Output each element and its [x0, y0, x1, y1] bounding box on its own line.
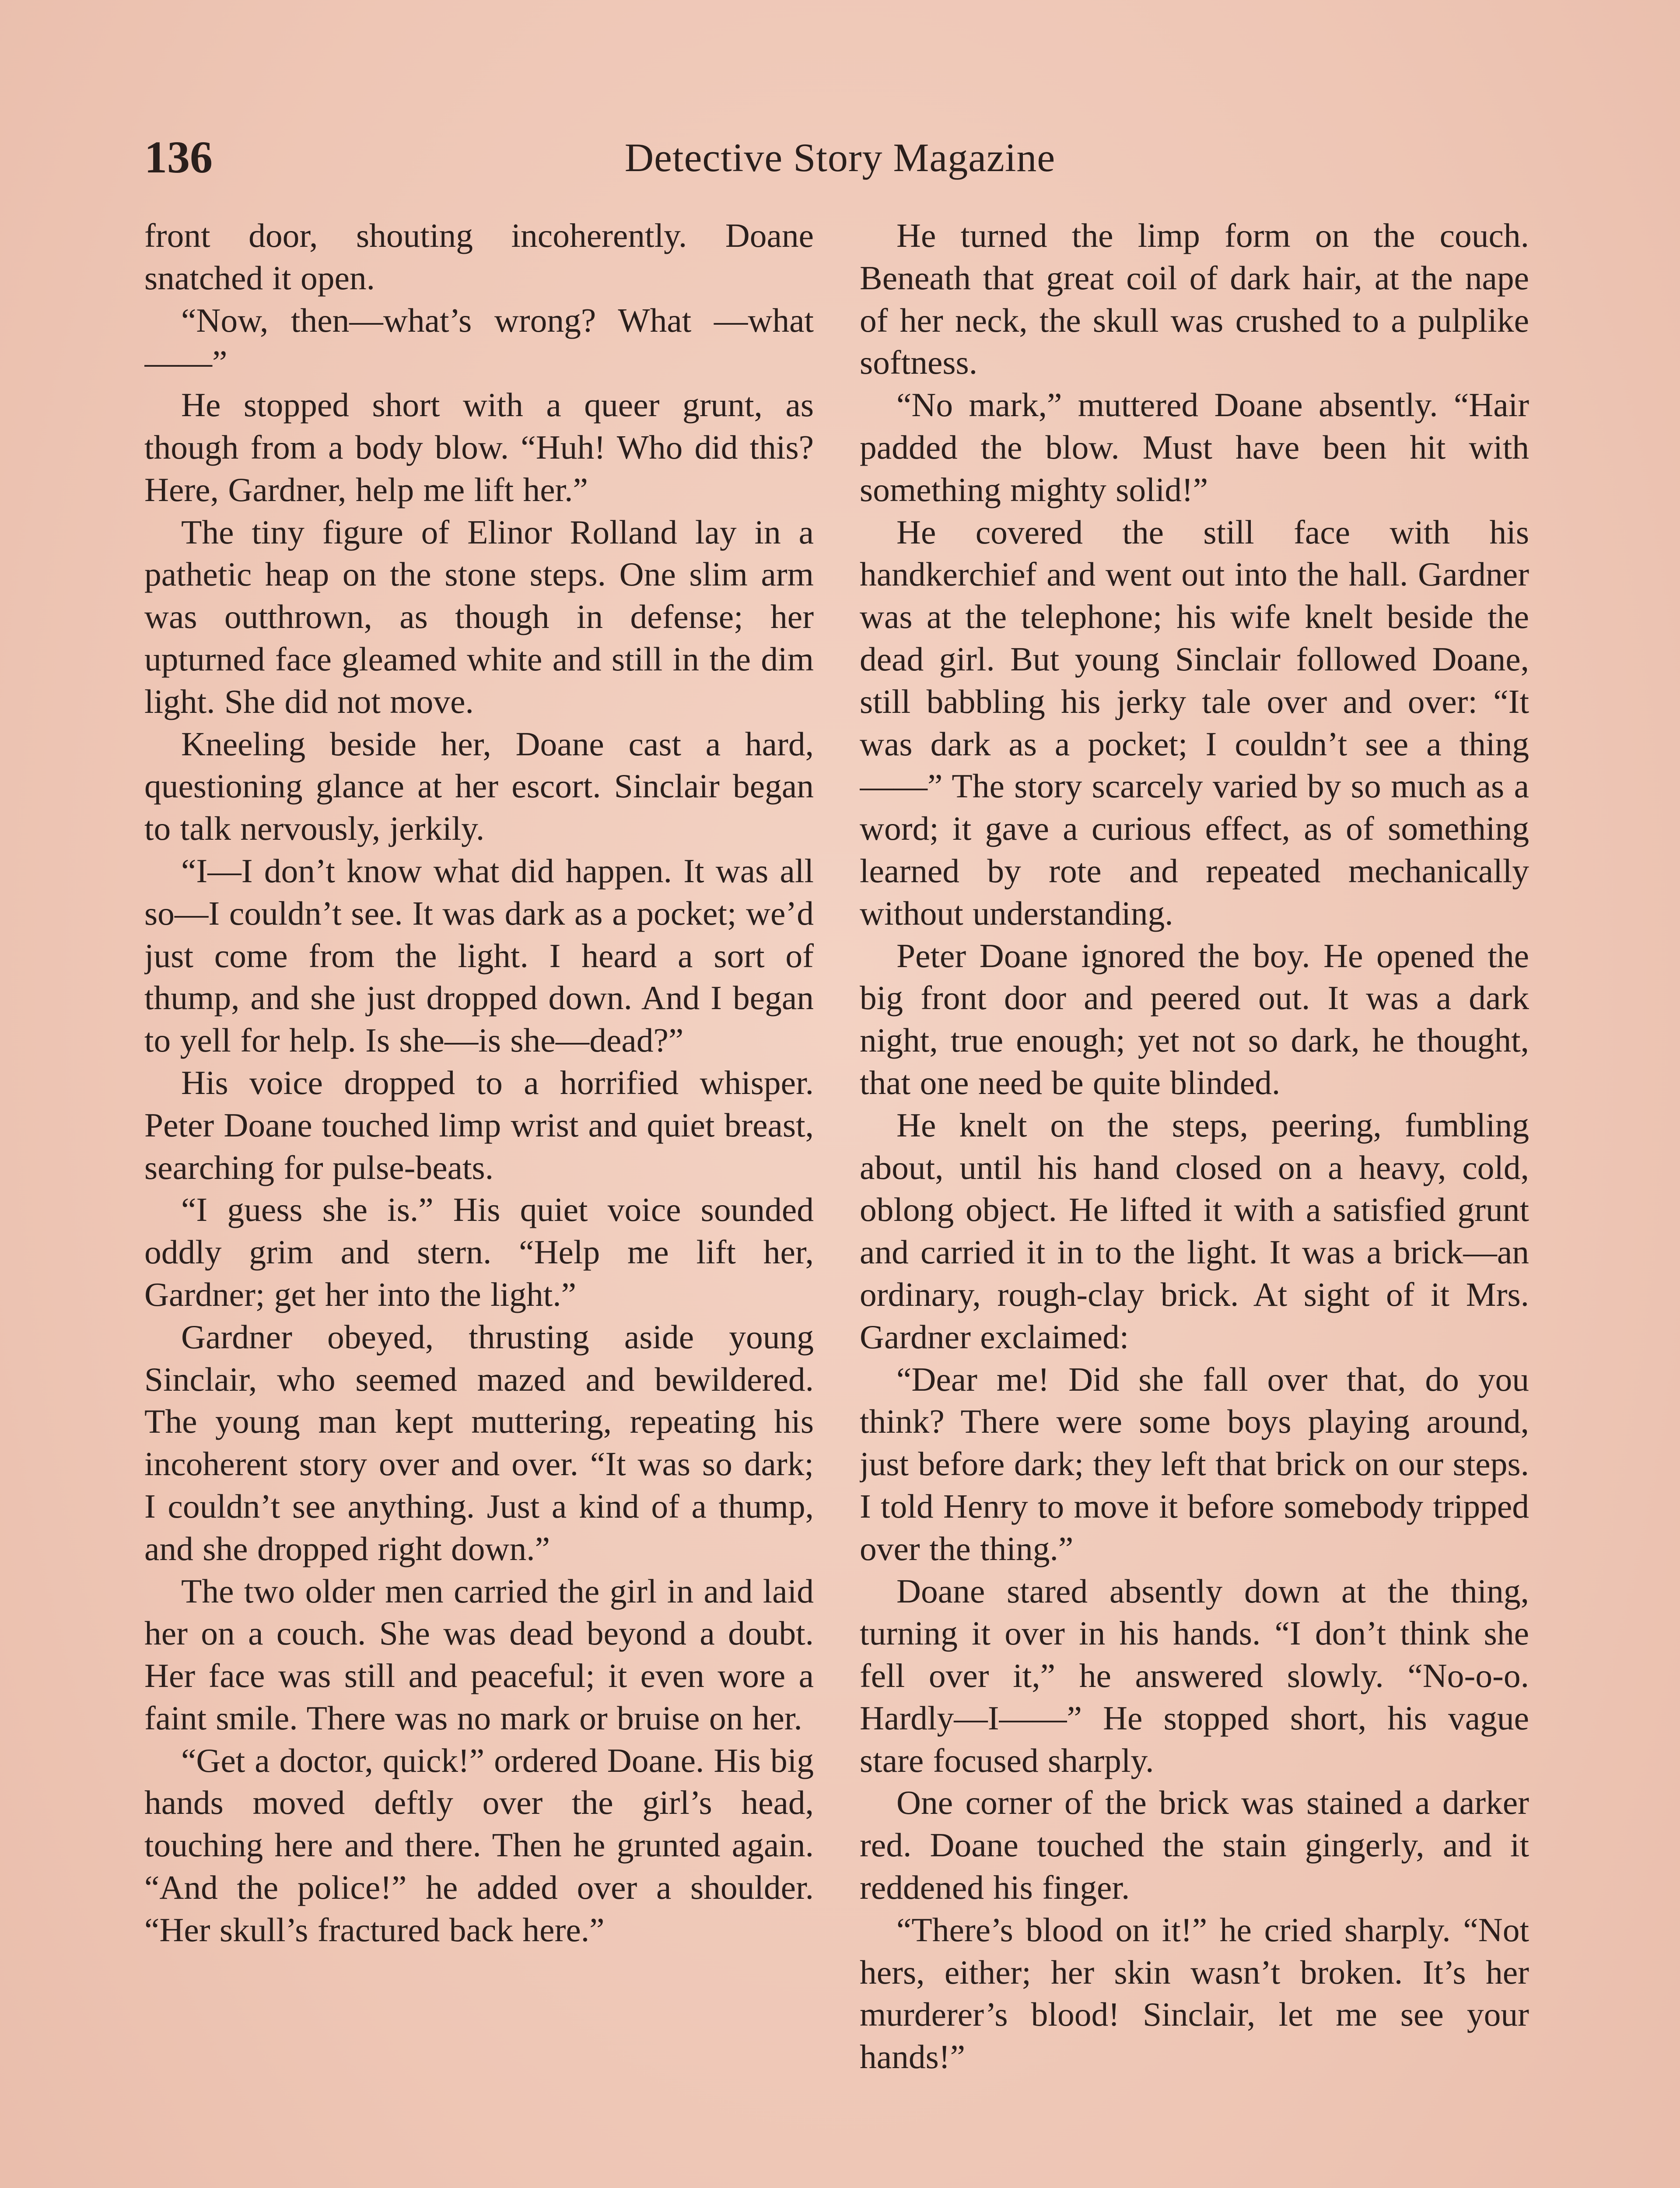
paragraph: “There’s blood on it!” he cried sharply. “Not hers, either; her skin wasn’t broken. It’s her murderer’s blood! Sinclair, let me see your hands!”: [860, 1911, 1529, 2076]
page-header: [144, 125, 1536, 190]
paragraph: The two older men carried the girl in and laid her on a couch. She was dead beyond a doubt. Her face was still and peaceful; it even wore a faint smile. There was no mark or bruise on her.: [144, 1572, 814, 1737]
paragraph: “Dear me! Did she fall over that, do you think? There were some boys playing around, just before dark; they left that brick on our steps. I told Henry to move it before somebody tripped over the thing.”: [860, 1360, 1529, 1567]
paragraph: front door, shouting incoherently. Doane snatched it open.: [144, 217, 814, 297]
paragraph: He knelt on the steps, peering, fumbling about, until his hand closed on a heavy, cold, oblong object. He lifted it with a satisfied grunt and carried it in to the light. It was a brick—an ordinary, rough-clay brick. At sight of it Mrs. Gardner exclaimed:: [860, 1106, 1529, 1356]
left-column: [144, 214, 814, 2188]
paragraph: “I—I don’t know what did happen. It was all so—I couldn’t see. It was dark as a pocket; we’d just come from the light. I heard a sort of thump, and she just dropped down. And I began to yell for help. Is she—is she—dead?”: [144, 852, 814, 1059]
running-title: Detective Story Magazine: [624, 135, 1056, 180]
paragraph: “No mark,” muttered Doane absently. “Hair padded the blow. Must have been hit with something mighty solid!”: [860, 386, 1529, 508]
paragraph: Doane stared absently down at the thing, turning it over in his hands. “I don’t think she fell over it,” he answered slowly. “No-o-o. Hardly—I——” He stopped short, his vague stare focused sharply.: [860, 1572, 1529, 1779]
paragraph: His voice dropped to a horrified whisper. Peter Doane touched limp wrist and quiet breast, searching for pulse-beats.: [144, 1063, 814, 1186]
paragraph: He turned the limp form on the couch. Beneath that great coil of dark hair, at the nape of her neck, the skull was crushed to a pulplike softness.: [860, 217, 1529, 382]
paragraph: He covered the still face with his handkerchief and went out into the hall. Gardner was at the telephone; his wife knelt beside the dead girl. But young Sinclair followed Doane, still babbling his jerky tale over and over: “It was dark as a pocket; I couldn’t see a thing——” The story scarcely varied by so much as a word; it gave a curious effect, as of something learned by rote and repeated mechanically without understanding.: [860, 513, 1529, 932]
paragraph: “Get a doctor, quick!” ordered Doane. His big hands moved deftly over the girl’s head, touching here and there. Then he grunted again. “And the police!” he added over a shoulder. “Her skull’s fractured back here.”: [144, 1741, 814, 1949]
paragraph: He stopped short with a queer grunt, as though from a body blow. “Huh! Who did this? Here, Gardner, help me lift her.”: [144, 386, 814, 508]
paragraph: The tiny figure of Elinor Rolland lay in a pathetic heap on the stone steps. One slim arm was outthrown, as though in defense; her upturned face gleamed white and still in the dim light. She did not move.: [144, 513, 814, 720]
paragraph: Kneeling beside her, Doane cast a hard, questioning glance at her escort. Sinclair began to talk nervously, jerkily.: [144, 725, 814, 848]
paragraph: One corner of the brick was stained a darker red. Doane touched the stain gingerly, and it reddened his finger.: [860, 1784, 1529, 1907]
right-column: [860, 214, 1529, 2188]
paragraph: Peter Doane ignored the boy. He opened the big front door and peered out. It was a dark night, true enough; yet not so dark, he thought, that one need be quite blinded.: [860, 936, 1529, 1101]
page-number: 136: [144, 132, 213, 182]
paragraph: “I guess she is.” His quiet voice sounded oddly grim and stern. “Help me lift her, Gardner; get her into the light.”: [144, 1191, 814, 1313]
paragraph: “Now, then—what’s wrong? What —what——”: [144, 301, 814, 382]
paragraph: Gardner obeyed, thrusting aside young Sinclair, who seemed mazed and bewildered. The young man kept muttering, repeating his incoherent story over and over. “It was so dark; I couldn’t see anything. Just a kind of a thump, and she dropped right down.”: [144, 1318, 814, 1567]
